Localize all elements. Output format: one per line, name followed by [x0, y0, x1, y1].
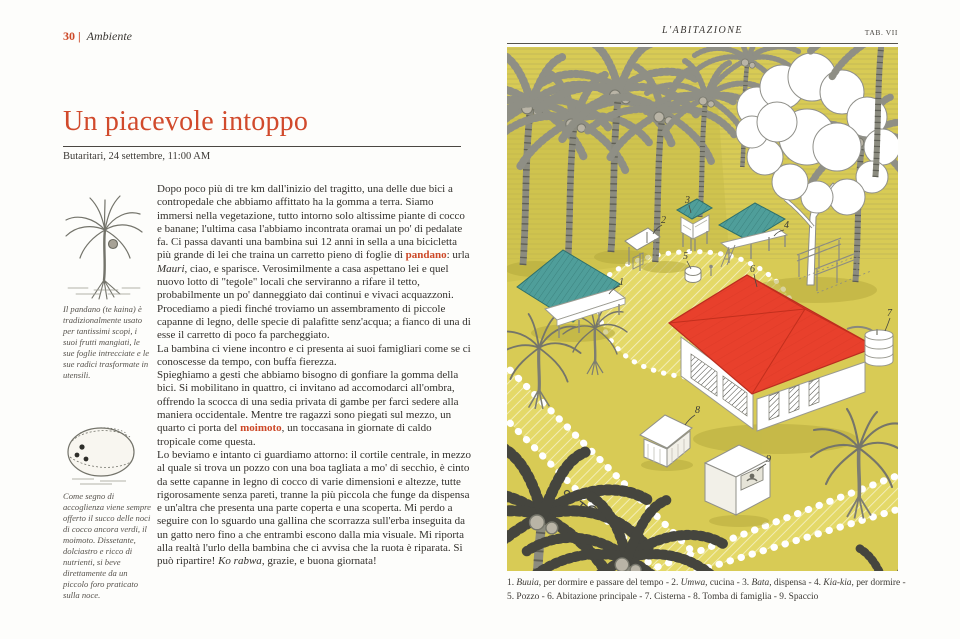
marker-1: 1	[619, 277, 624, 288]
marker-8: 8	[695, 405, 700, 416]
left-page-header	[63, 29, 132, 44]
plate-number: TAB. VII	[864, 28, 898, 37]
marker-2: 2	[661, 215, 666, 226]
marker-9: 9	[766, 454, 771, 465]
body-paragraph: Procediamo a piedi finché troviamo un assembramento di piccole capanne di legno, delle specie di palafitte senz'acqua; a fianco di una di esse il carretto di poco fa parcheggiato.	[157, 302, 471, 342]
section-label: Ambiente	[86, 29, 132, 43]
body-paragraph: Lo beviamo e intanto ci guardiamo attorno: il cortile centrale, in mezzo al quale si trova un pozzo con una boa tagliata a mo' di secchio, è cinto da sette capanne in legno di cocco di varie dimensioni e altezze, tutte rigorosamente senza pareti, tranne la più piccola che funge da dispensa e un'altra che presenta una parte coperta e una scoperta. Mi perdo a seguire con lo sguardo una gallina che scorrazza sull'erba inseguita da un gatto nero fino a che entrambi escono dalla mia visuale. Mi riporta alla realtà l'urlo della bambina che ci avvisa che la ruota è riparata. Si può ripartire! Ko rabwa, grazie, e buona giornata!	[157, 448, 471, 568]
marker-5: 5	[683, 251, 688, 262]
legend-line-1: 1. Buuia, per dormire e passare del tempo - 2. Umwa, cucina - 3. Bata, dispensa - 4. Kia-kia, per dormire -	[507, 578, 906, 588]
article-body	[157, 183, 471, 569]
plate-title: L'ABITAZIONE	[661, 25, 744, 36]
margin-caption-coconut: Come segno di accoglienza viene sempre offerto il succo delle noci di cocco ancora verdi, il moimoto. Dissetante, dolciastro e ricco di nutrienti, si beve direttamente da un piccolo foro praticato sulla noce.	[63, 491, 151, 600]
marker-4: 4	[784, 220, 789, 231]
body-paragraph: Spieghiamo a gesti che abbiamo bisogno di gonfiare la gomma della bici. Si mobilitano in quattro, ci invitano ad accomodarci all'ombra, offrendo la scocca di una sedia privata di gambe per farci sedere alla maniera occidentale. Mentre tre ragazzi sono piegati sul mezzo, un quarto ci porta del moimoto, un toccasana in giornate di caldo tropicale come questa.	[157, 369, 459, 448]
village-illustration	[507, 47, 898, 571]
title-rule	[63, 146, 461, 147]
legend-line-2: 5. Pozzo - 6. Abitazione principale - 7. Cisterna - 8. Tomba di famiglia - 9. Spaccio	[507, 591, 819, 602]
body-paragraph: La bambina ci viene incontro e ci presenta ai suoi famigliari come se ci conoscesse da tempo, con buffa fierezza.	[157, 342, 471, 368]
margin-caption-pandanus: Il pandano (te kaina) è tradizionalmente usato per tantissimi scopi, i suoi frutti mangiati, le sue foglie intrecciate e le sue radici trasformate in utensili.	[63, 304, 150, 380]
article-dateline: Butaritari, 24 settembre, 11:00 AM	[63, 151, 211, 162]
pandanus-illustration	[60, 186, 146, 307]
right-page-header	[507, 25, 898, 44]
coconut-illustration	[60, 421, 142, 492]
page-number: 30 |	[63, 29, 81, 43]
marker-7: 7	[887, 308, 892, 319]
illustration-legend	[507, 577, 911, 604]
article-title: Un piacevole intoppo	[63, 106, 309, 137]
body-paragraph: Dopo poco più di tre km dall'inizio del tragitto, una delle due bici a contropedale che abbiamo affittato ha la gomma a terra. Siamo immersi nella vegetazione, tutto intorno solo altissime piante di cocco e banane; l'ultima casa l'abbiamo incontrata oramai un po' di pedalate fa. Ci passa davanti una bambina sui 12 anni in sella a una bicicletta più grande di lei che traina un carretto pieno di foglie di pandano: urla Mauri, ciao, e sparisce. Verosimilmente a casa aspettano lei e quel nuovo lotto di "tegole" locali che serviranno a rifare il tetto, probabilmente un po' danneggiato dai continui e vivaci acquazzoni.	[157, 183, 470, 302]
marker-6: 6	[750, 264, 755, 275]
marker-3: 3	[685, 195, 690, 206]
